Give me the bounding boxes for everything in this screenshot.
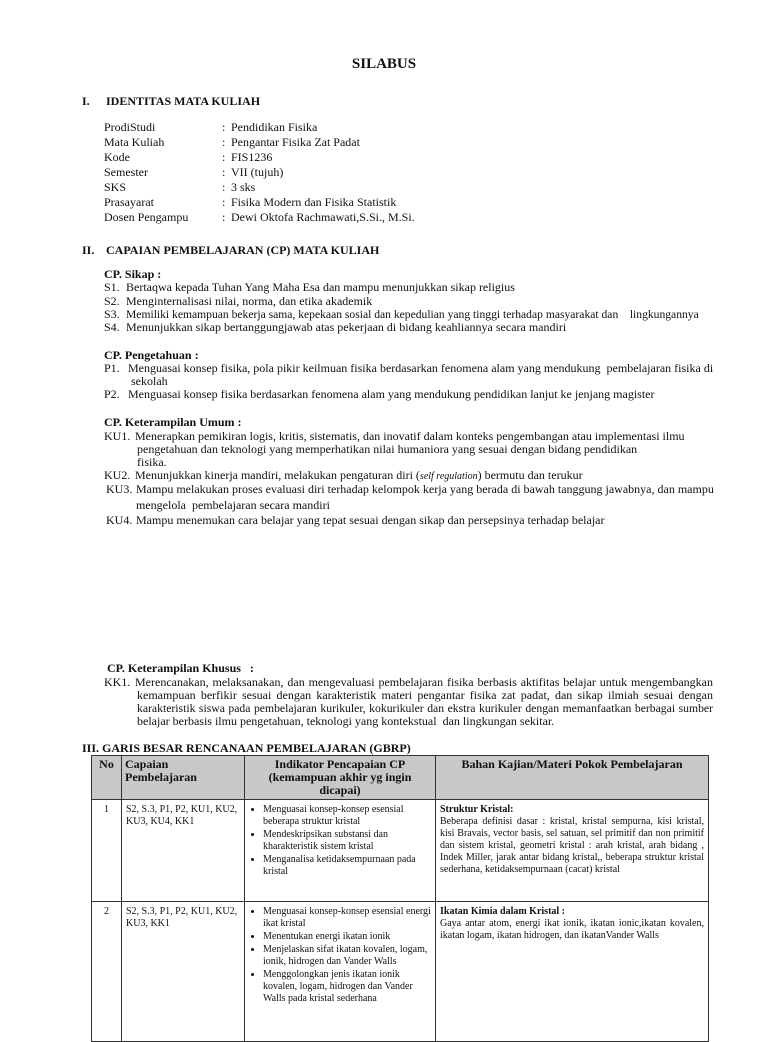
row-number: 1 — [92, 800, 122, 902]
column-header-cp: Capaian Pembelajaran — [122, 756, 245, 800]
cp-text: Menguasai konsep fisika berdasarkan fenomena alam yang mendukung pendidikan lanjut ke jenjang magister — [128, 387, 655, 401]
cp-text: Memiliki kemampuan bekerja sama, kepekaan sosial dan kepedulian yang tinggi terhadap masyarakat dan lingkungannya — [126, 308, 699, 321]
identity-value: 3 sks — [231, 180, 256, 194]
cp-text — [135, 469, 583, 483]
cp-text: fisika. — [137, 455, 167, 469]
cp-text: kemampuan berfikir sesuai dengan karakteristik materi pengantar fisika zat padat, dan sikap ilmiah sesuai dengan — [137, 688, 713, 702]
cp-text: pengetahuan dan teknologi yang memperhatikan nilai humaniora yang sesuai dengan bidang pendidikan — [137, 442, 638, 456]
identity-label: Prasayarat — [104, 195, 154, 209]
section-title: IDENTITAS MATA KULIAH — [106, 94, 261, 108]
table-row — [92, 800, 709, 902]
cp-khusus-heading: CP. Keterampilan Khusus : — [107, 661, 254, 675]
column-header-indikator — [245, 756, 436, 800]
list-item: • Menjelaskan sifat ikatan kovalen, logam, ionik, hidrogen dan Vander Walls — [263, 944, 431, 968]
list-item: • Mendeskripsikan substansi dan kharakteristik sistem kristal — [263, 829, 431, 853]
identity-value: VII (tujuh) — [231, 165, 284, 179]
identity-label: Dosen Pengampu — [104, 210, 189, 224]
cp-text: Merencanakan, melaksanakan, dan mengevaluasi pembelajaran fisika berbasis aktifitas belajar untuk mengembangkan — [135, 675, 713, 689]
section-1-heading — [82, 95, 260, 108]
cp-code: KU1. — [104, 429, 131, 443]
identity-label: Semester — [104, 165, 148, 179]
list-item: • Menguasai konsep-konsep esensial energi ikat kristal — [263, 906, 431, 930]
section-title: CAPAIAN PEMBELAJARAN (CP) MATA KULIAH — [106, 243, 380, 257]
column-header-bahan: Bahan Kajian/Materi Pokok Pembelajaran — [436, 756, 709, 800]
identity-colon: : — [222, 165, 226, 179]
identity-colon: : — [222, 210, 226, 224]
row-bahan — [436, 800, 709, 902]
section-title: GARIS BESAR RENCANAAN PEMBELAJARAN (GBRP) — [102, 741, 411, 755]
cp-code: S4. — [104, 320, 120, 334]
column-header-indikator-line2: (kemampuan akhir yg ingin dicapai) — [268, 770, 412, 797]
cp-code: P2. — [104, 387, 120, 401]
indikator-list — [249, 906, 431, 1005]
cp-sikap-heading: CP. Sikap : — [104, 267, 162, 281]
identity-colon: : — [222, 120, 226, 134]
cp-text: Bertaqwa kepada Tuhan Yang Maha Esa dan mampu menunjukkan sikap religius — [126, 280, 515, 294]
row-cp: S2, S.3, P1, P2, KU1, KU2, KU3, KU4, KK1 — [122, 800, 245, 902]
list-item: • Menggolongkan jenis ikatan ionik kovalen, logam, hidrogen dan Vander Walls pada kristal sederhana — [263, 969, 431, 1005]
identity-value: FIS1236 — [231, 150, 273, 164]
cp-text: Menunjukkan sikap bertanggungjawab atas pekerjaan di bidang keahliannya secara mandiri — [126, 320, 567, 334]
cp-code: KK1. — [104, 675, 131, 689]
identity-label: ProdiStudi — [104, 120, 156, 134]
section-3-heading — [82, 742, 411, 755]
identity-colon: : — [222, 150, 226, 164]
cp-umum-heading: CP. Keterampilan Umum : — [104, 415, 242, 429]
cp-text: belajar berbasis ilmu pengetahuan, teknologi yang kontekstual dan lingkungan sekitar. — [137, 714, 555, 728]
cp-text: Mampu menemukan cara belajar yang tepat sesuai dengan sikap dan persepsinya terhadap belajar — [136, 513, 605, 527]
cp-text: Mampu melakukan proses evaluasi diri terhadap kelompok kerja yang berada di bawah tanggung jawabnya, dan mampu — [136, 482, 714, 496]
identity-colon: : — [222, 195, 226, 209]
row-cp: S2, S.3, P1, P2, KU1, KU2, KU3, KK1 — [122, 902, 245, 1042]
identity-colon: : — [222, 135, 226, 149]
cp-pengetahuan-heading: CP. Pengetahuan : — [104, 348, 199, 362]
identity-value: Dewi Oktofa Rachmawati,S.Si., M.Si. — [231, 210, 415, 224]
identity-value: Pendidikan Fisika — [231, 120, 318, 134]
cp-code: KU3. — [106, 482, 133, 496]
cp-text: Menguasai konsep fisika, pola pikir keilmuan fisika berdasarkan fenomena alam yang mendukung pembelajaran fisika di — [128, 361, 714, 375]
section-number: I. — [82, 94, 90, 108]
bahan-title: Ikatan Kimia dalam Kristal : — [440, 906, 566, 917]
bahan-text: Beberapa definisi dasar : kristal, kristal sempurna, kisi kristal, kisi Bravais, vector basis, sel satuan, sel primitif dan non primitif dan sistem kristal, geometri kristal : arah kristal, arah bidang , Indek Miller, jarak antar bidang kristal,, beberapa struktur kristal sederhana, ketidaksempurnaan (cacat) kristal — [440, 816, 704, 875]
cp-text: sekolah — [131, 374, 168, 388]
section-number: II. — [82, 243, 95, 257]
indikator-list — [249, 804, 431, 878]
cp-text: Menerapkan pemikiran logis, kritis, sistematis, dan inovatif dalam konteks pengembangan atau implementasi ilmu — [135, 429, 685, 443]
section-number: III. — [82, 741, 100, 755]
cp-code: S3. — [104, 307, 120, 321]
identity-value: Fisika Modern dan Fisika Statistik — [231, 195, 397, 209]
cp-code: KU2. — [104, 468, 131, 482]
section-2-heading — [82, 244, 379, 257]
cp-text-part: ) bermutu dan terukur — [477, 468, 583, 482]
row-indikator — [245, 800, 436, 902]
cp-code: P1. — [104, 361, 120, 375]
cp-text: karakteristik siswa pada pembelajaran kurikuler, kokurikuler dan ekstra kurikuler dengan memanfaatkan berbagai sumber — [137, 702, 713, 715]
table-row — [92, 902, 709, 1042]
list-item: • Menganalisa ketidaksempurnaan pada kristal — [263, 854, 431, 878]
identity-label: SKS — [104, 180, 127, 194]
column-header-no: No — [92, 756, 122, 800]
cp-code: S1. — [104, 280, 120, 294]
bahan-title: Struktur Kristal: — [440, 804, 514, 815]
identity-label: Mata Kuliah — [104, 135, 165, 149]
cp-text: Menginternalisasi nilai, norma, dan etika akademik — [126, 294, 373, 308]
column-header-indikator-line1: Indikator Pencapaian CP — [274, 757, 406, 771]
table-header-row — [92, 756, 709, 800]
row-number: 2 — [92, 902, 122, 1042]
row-bahan — [436, 902, 709, 1042]
list-item: • Menguasai konsep-konsep esensial beberapa struktur kristal — [263, 804, 431, 828]
cp-code: S2. — [104, 294, 120, 308]
identity-colon: : — [222, 180, 226, 194]
cp-text-italic: self regulation — [419, 471, 478, 482]
bahan-text: Gaya antar atom, energi ikat ionik, ikatan ionic,ikatan kovalen, ikatan logam, ikatan hidrogen, dan ikatanVander Walls — [440, 918, 704, 941]
cp-text: mengelola pembelajaran secara mandiri — [136, 498, 330, 512]
cp-text-part: Menunjukkan kinerja mandiri, melakukan pengaturan diri ( — [135, 468, 420, 482]
identity-value: Pengantar Fisika Zat Padat — [231, 135, 360, 149]
list-item: • Menentukan energi ikatan ionik — [263, 931, 431, 943]
page-title: SILABUS — [351, 56, 417, 72]
gbrp-table — [91, 755, 709, 1042]
identity-label: Kode — [104, 150, 130, 164]
cp-code: KU4. — [106, 513, 133, 527]
row-indikator — [245, 902, 436, 1042]
